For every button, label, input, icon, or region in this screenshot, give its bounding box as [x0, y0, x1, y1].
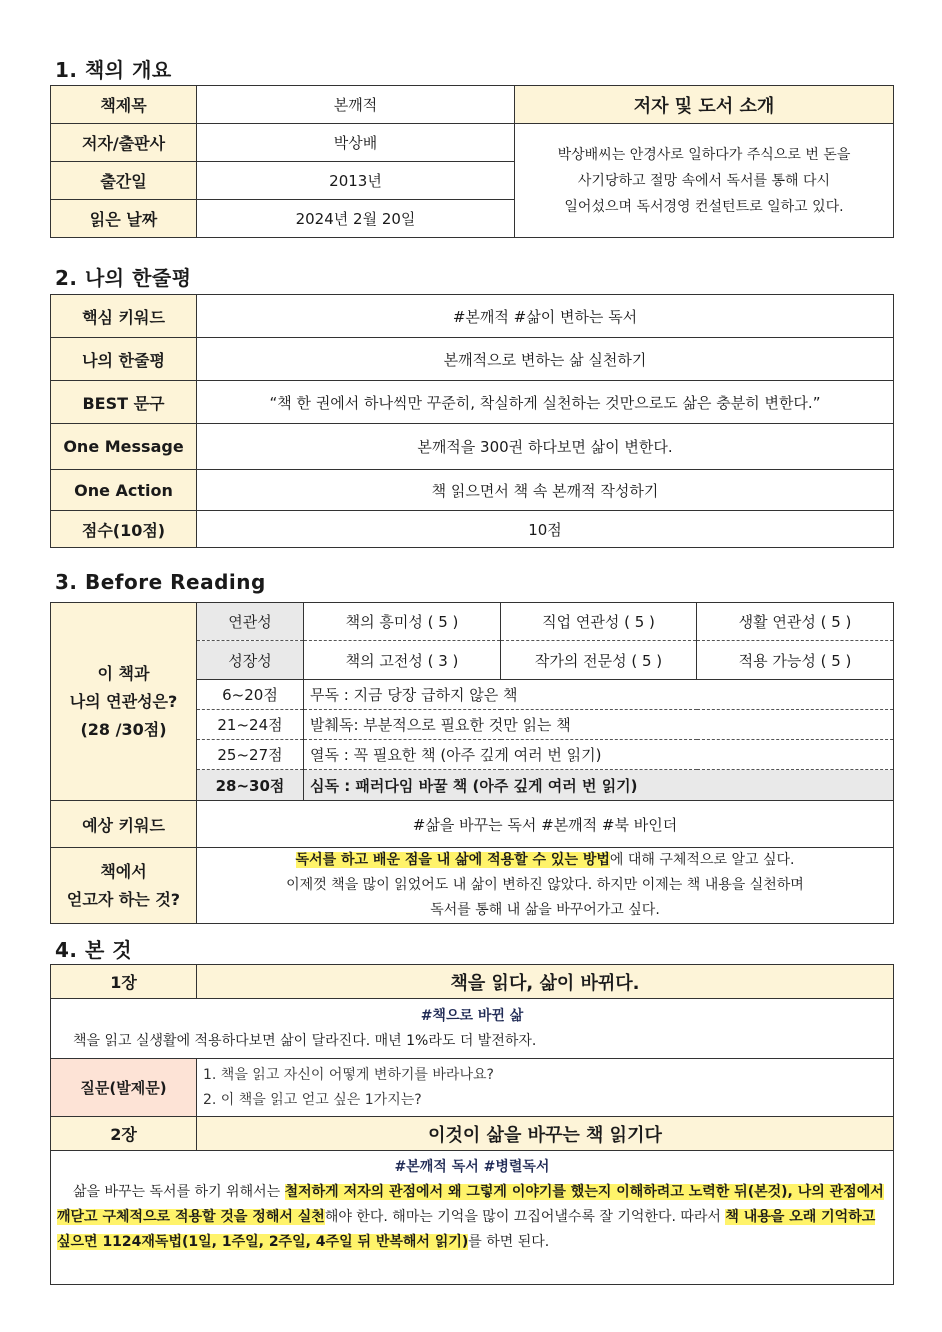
- level-range: 25~27점: [197, 740, 304, 770]
- chapters-table: [50, 964, 894, 1285]
- author-expertise-score: 작가의 전문성 ( 5 ): [501, 641, 697, 680]
- relevance-label: 연관성: [197, 603, 304, 641]
- classic-score: 책의 고전성 ( 3 ): [304, 641, 501, 680]
- section-heading-overview: 1. 책의 개요: [55, 58, 172, 82]
- chapter1-tag: #책으로 바뀐 삶: [420, 1007, 524, 1024]
- chapter2-title: 이것이 삶을 바꾸는 책 읽기다: [197, 1117, 894, 1151]
- goal-label: [51, 848, 197, 924]
- chapter2-body: [51, 1151, 894, 1285]
- chapter2-label: 2장: [51, 1117, 197, 1151]
- read-date-value: 2024년 2월 20일: [197, 200, 515, 238]
- score-label: 점수(10점): [51, 511, 197, 548]
- chapter1-title: 책을 읽다, 삶이 바뀌다.: [197, 965, 894, 999]
- book-title-value: 본깨적: [197, 86, 515, 124]
- chapter1-text: 책을 읽고 실생활에 적용하다보면 삶이 달라진다. 매년 1%라도 더 발전하자.: [73, 1032, 537, 1049]
- goal-label-line: 얻고자 하는 것?: [66, 889, 181, 909]
- expected-keyword-label: 예상 키워드: [51, 801, 197, 848]
- one-action-label: One Action: [51, 470, 197, 511]
- author-intro-text: [515, 124, 894, 238]
- author-intro-line: 사기당하고 절망 속에서 독서를 통해 다시: [577, 172, 831, 189]
- goal-line1-rest: 에 대해 구체적으로 알고 싶다.: [609, 852, 795, 868]
- goal-line: 이제껏 책을 많이 읽었어도 내 삶이 변하진 않았다. 하지만 이제는 책 내용을 실천하며: [286, 877, 804, 893]
- level-desc: 무독 : 지금 당장 급하지 않은 책: [304, 680, 894, 710]
- review-table: [50, 294, 894, 548]
- before-reading-table: [50, 602, 894, 924]
- chapter2-tag: #본깨적 독서 #병렬독서: [394, 1159, 550, 1175]
- chapter2-text-part: 를 하면 된다.: [468, 1234, 550, 1250]
- goal-text: [197, 848, 894, 924]
- interest-score: 책의 흥미성 ( 5 ): [304, 603, 501, 641]
- relation-label-line: 나의 연관성은?: [69, 691, 178, 711]
- life-relevance-score: 생활 연관성 ( 5 ): [697, 603, 894, 641]
- applicability-score: 적용 가능성 ( 5 ): [697, 641, 894, 680]
- expected-keyword-value: #삶을 바꾸는 독서 #본깨적 #북 바인더: [197, 801, 894, 848]
- chapter1-body: [51, 999, 894, 1059]
- one-line-review-label: 나의 한줄평: [51, 338, 197, 381]
- question-item: 1. 책을 읽고 자신이 어떻게 변하기를 바라나요?: [203, 1066, 494, 1083]
- section-heading-before-reading: 3. Before Reading: [55, 570, 266, 594]
- level-desc: 발췌독: 부분적으로 필요한 것만 읽는 책: [304, 710, 894, 740]
- relation-label: [51, 603, 197, 801]
- question-label: 질문(발제문): [51, 1059, 197, 1117]
- book-title-label: 책제목: [51, 86, 197, 124]
- one-line-review-value: 본깨적으로 변하는 삶 실천하기: [197, 338, 894, 381]
- best-quote-value: “책 한 권에서 하나씩만 꾸준히, 착실하게 실천하는 것만으로도 삶은 충분히 변한다.”: [197, 381, 894, 424]
- goal-line: 독서를 통해 내 삶을 바꾸어가고 싶다.: [430, 902, 660, 918]
- one-message-label: One Message: [51, 424, 197, 470]
- goal-highlight: 독서를 하고 배운 점을 내 삶에 적용할 수 있는 방법: [295, 852, 610, 868]
- author-intro-line: 일어섰으며 독서경영 컨설턴트로 일하고 있다.: [564, 198, 844, 215]
- growth-label: 성장성: [197, 641, 304, 680]
- chapter1-label: 1장: [51, 965, 197, 999]
- keyword-value: #본깨적 #삶이 변하는 독서: [197, 295, 894, 338]
- overview-table: [50, 85, 894, 238]
- level-range: 21~24점: [197, 710, 304, 740]
- best-quote-label: BEST 문구: [51, 381, 197, 424]
- relation-label-line: (28 /30점): [80, 719, 167, 739]
- chapter2-text-part: 삶을 바꾸는 독서를 하기 위해서는: [73, 1184, 285, 1200]
- author-publisher-value: 박상배: [197, 124, 515, 162]
- section-heading-seen: 4. 본 것: [55, 938, 133, 962]
- goal-label-line: 책에서: [100, 861, 147, 881]
- chapter2-highlight: 철저하게 저자의 관점에서 왜 그렇게 이야기를 했는지 이해하려고 노력한 뒤(본것), 나의 관점에서 깨닫고 구체적으로 적용할 것을 정해서 실천: [57, 1184, 884, 1225]
- level-desc-selected: 심독 : 패러다임 바꿀 책 (아주 깊게 여러 번 읽기): [304, 770, 894, 801]
- keyword-label: 핵심 키워드: [51, 295, 197, 338]
- score-value: 10점: [197, 511, 894, 548]
- level-range: 6~20점: [197, 680, 304, 710]
- read-date-label: 읽은 날짜: [51, 200, 197, 238]
- job-relevance-score: 직업 연관성 ( 5 ): [501, 603, 697, 641]
- question-item: 2. 이 책을 읽고 얻고 싶은 1가지는?: [203, 1091, 422, 1108]
- author-publisher-label: 저자/출판사: [51, 124, 197, 162]
- level-range-selected: 28~30점: [197, 770, 304, 801]
- chapter2-text: [57, 1180, 887, 1255]
- chapter2-text-part: 해야 한다. 해마는 기억을 많이 끄집어낼수록 잘 기억한다. 따라서: [324, 1209, 726, 1225]
- publish-year-label: 출간일: [51, 162, 197, 200]
- question-list: [197, 1059, 894, 1117]
- author-intro-title: 저자 및 도서 소개: [515, 86, 894, 124]
- author-intro-line: 박상배씨는 안경사로 일하다가 주식으로 번 돈을: [557, 146, 851, 163]
- chapter2-highlight: 책 내용을 오래 기억하고 싶으면 1124재독법(1일, 1주일, 2주일, 4주일 뒤 반복해서 읽기): [57, 1209, 876, 1250]
- one-message-value: 본깨적을 300권 하다보면 삶이 변한다.: [197, 424, 894, 470]
- publish-year-value: 2013년: [197, 162, 515, 200]
- relation-label-line: 이 책과: [97, 663, 150, 683]
- one-action-value: 책 읽으면서 책 속 본깨적 작성하기: [197, 470, 894, 511]
- level-desc: 열독 : 꼭 필요한 책 (아주 깊게 여러 번 읽기): [304, 740, 894, 770]
- section-heading-review: 2. 나의 한줄평: [55, 266, 192, 290]
